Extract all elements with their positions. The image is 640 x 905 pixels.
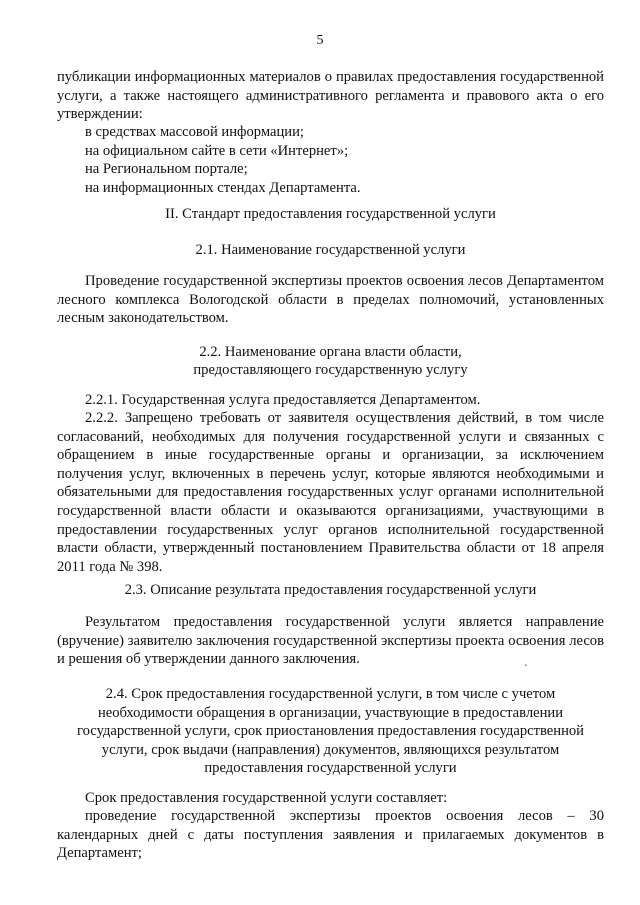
section-2-2-1-text: 2.2.1. Государственная услуга предоставляется Департаментом. <box>85 392 481 408</box>
section-2-2-2-text: 2.2.2. Запрещено требовать от заявителя осуществления действий, в том числе согласований, необходимых для получения государственной услуги и связанных с обращением в иные государственные органы и организации, за исключением получения услуг, включенных в перечень услуг, которые являются необходимыми и обязательными для предоставления государственных услуг органами исполнительной государственной власти области и оказываются организациями, участвующими в предоставлении государственных услуг органов исполнительной государственной власти области, утвержденный постановлением Правительства области от 18 апреля 2011 года № 398. <box>57 410 604 575</box>
section-2-1-title: 2.1. Наименование государственной услуги <box>195 242 466 258</box>
info-channel-item: на официальном сайте в сети «Интернет»; <box>85 142 349 159</box>
section-2-4-text-1: Срок предоставления государственной услуги составляет: <box>85 790 448 806</box>
info-channels-list <box>57 123 604 197</box>
section-2-3-text: Результатом предоставления государственной услуги является направление (вручение) заявителю заключения государственной экспертизы проекта освоения лесов и решения об утверждении данного заключения. <box>57 614 604 668</box>
stray-dot: . <box>524 655 528 670</box>
page-number: 5 <box>316 33 324 48</box>
section-2-title: II. Стандарт предоставления государственной услуги <box>165 206 496 222</box>
section-2-4-title-line: необходимости обращения в организации, участвующие в предоставлении <box>97 704 564 721</box>
section-2-4-title-line: государственной услуги, срок приостановления предоставления государственной <box>77 723 584 740</box>
intro-paragraph: публикации информационных материалов о правилах предоставления государственной услуги, а также настоящего административного регламента и правового акта о его утверждении: <box>57 69 604 123</box>
info-channel-item: в средствах массовой информации; <box>85 124 304 140</box>
section-2-4-text-2: проведение государственной экспертизы проектов освоения лесов – 30 календарных дней с даты поступления заявления и прилагаемых документов в Департамент; <box>57 808 604 862</box>
info-channel-item: на Региональном портале; <box>85 161 248 178</box>
info-channel-item: на информационных стендах Департамента. <box>85 179 361 196</box>
section-2-3-title: 2.3. Описание результата предоставления государственной услуги <box>124 582 537 598</box>
section-2-1-text: Проведение государственной экспертизы проектов освоения лесов Департаментом лесного комплекса Вологодской области в пределах полномочий, установленных лесным законодательством. <box>57 273 604 327</box>
section-2-2-title-line1: 2.2. Наименование органа власти области, <box>199 344 462 360</box>
section-2-4-title <box>57 685 604 778</box>
section-2-4-title-line: предоставления государственной услуги <box>204 760 457 777</box>
section-2-4-title-line: услуги, срок выдачи (направления) документов, являющихся результатом <box>101 741 560 758</box>
section-2-4-title-line: 2.4. Срок предоставления государственной услуги, в том числе с учетом <box>105 686 556 702</box>
section-2-2-title-line2: предоставляющего государственную услугу <box>193 362 468 378</box>
